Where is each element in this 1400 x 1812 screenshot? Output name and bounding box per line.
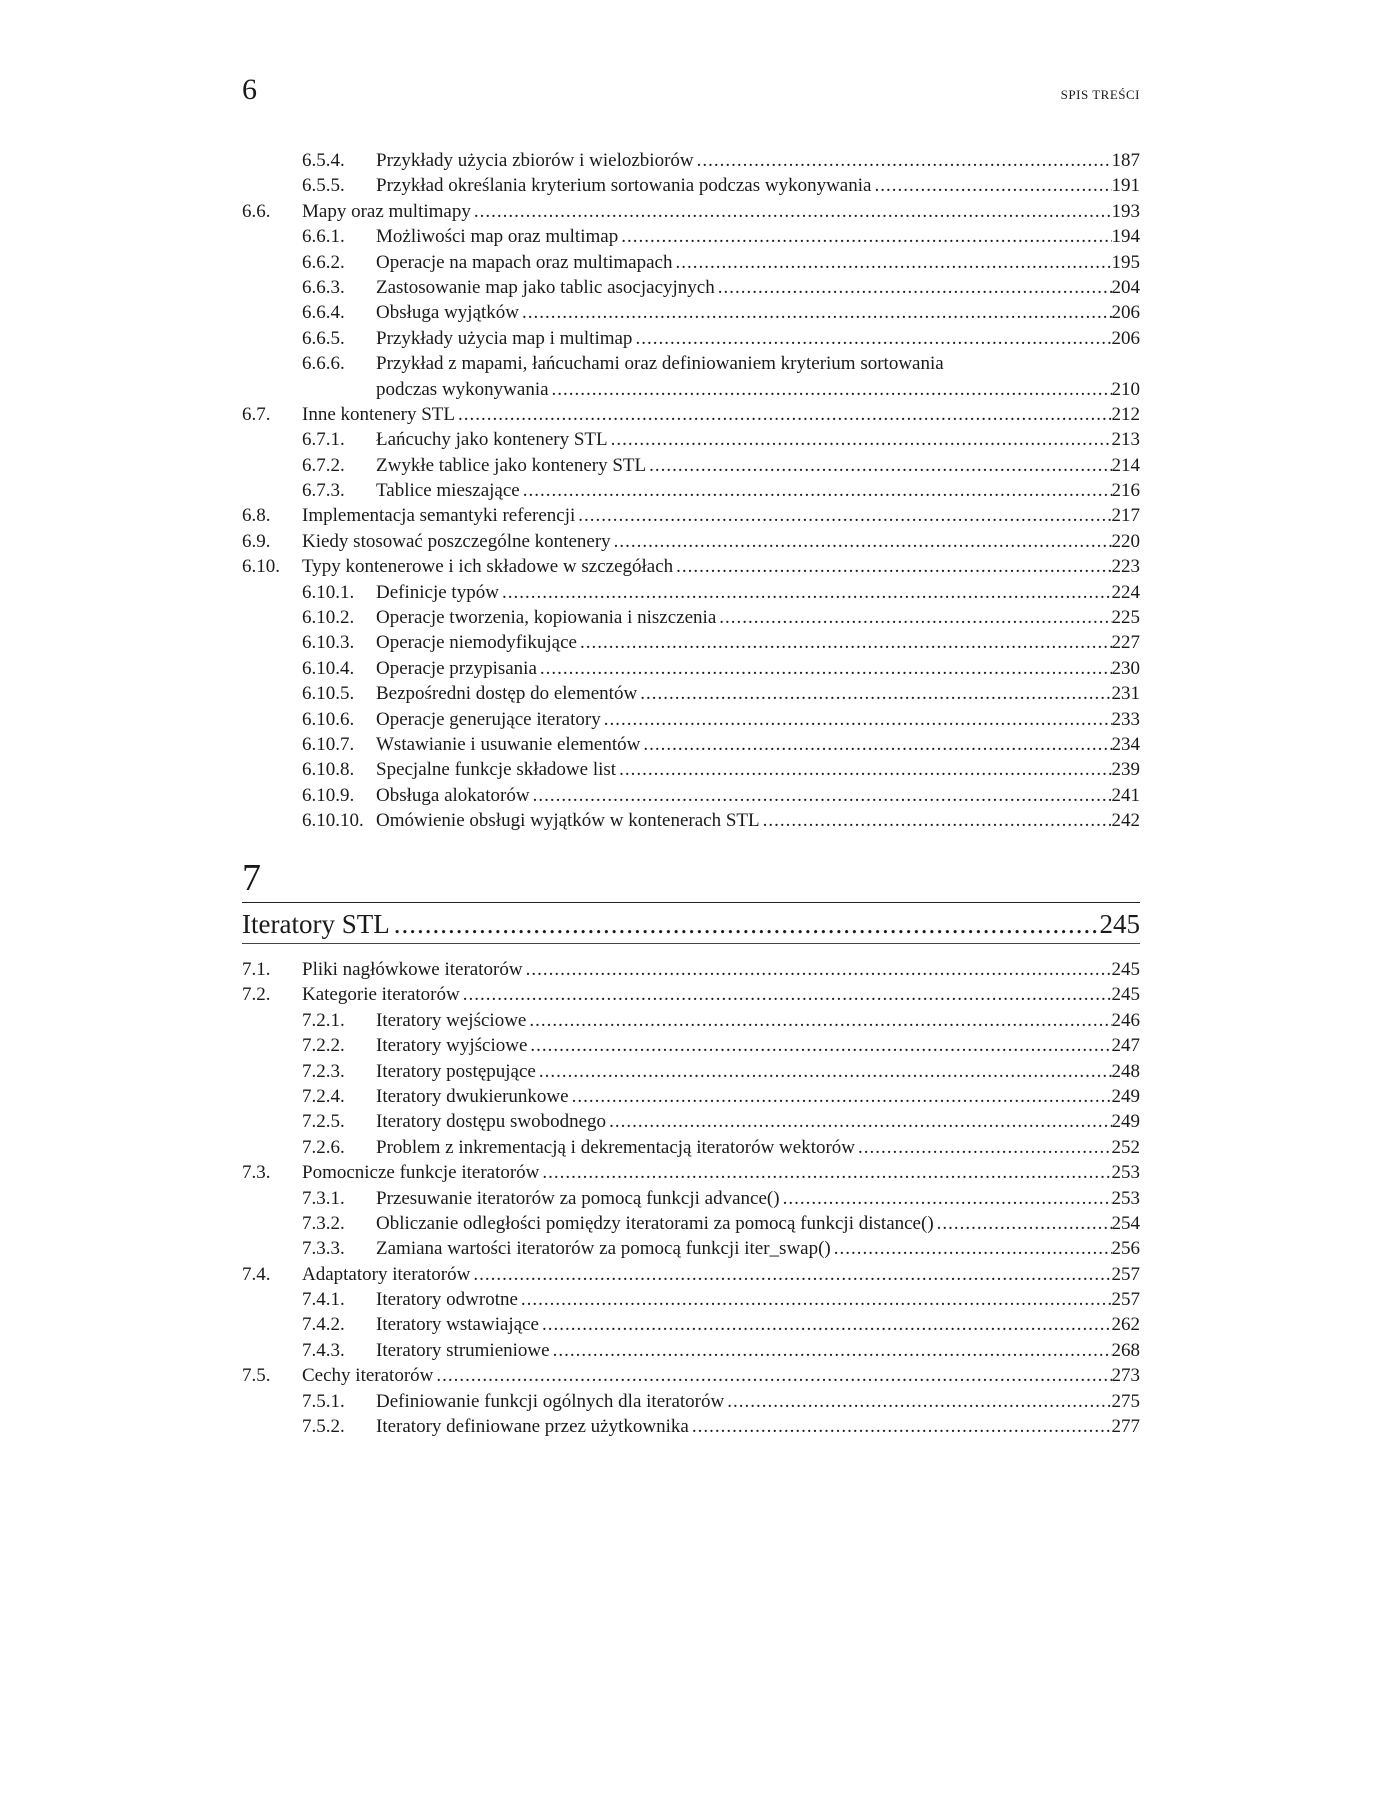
toc-entry-title: Kategorie iteratorów <box>302 984 460 1006</box>
toc-entry-text <box>376 275 1140 300</box>
toc-entry-text <box>376 1312 1140 1337</box>
toc-entry-title: Operacje generujące iteratory <box>376 708 601 730</box>
toc-entry-title: Operacje niemodyfikujące <box>376 632 577 654</box>
toc-entry-title: Iteratory wyjściowe <box>376 1035 528 1057</box>
toc-entry-text <box>376 580 1140 605</box>
chapter-title-row <box>242 905 1140 943</box>
toc-entry <box>242 554 1140 579</box>
toc-entry-page: 206 <box>1111 327 1140 349</box>
dot-leader <box>549 377 1112 402</box>
dot-leader <box>520 478 1112 503</box>
toc-entry-text <box>376 1338 1140 1363</box>
toc-entry <box>242 580 1140 605</box>
toc-entry-number: 6.6.5. <box>302 327 345 349</box>
dot-leader <box>537 656 1112 681</box>
toc-entry-page: 246 <box>1111 1009 1140 1031</box>
toc-entry-text <box>376 148 1140 173</box>
dot-leader <box>519 300 1111 325</box>
toc-entry <box>242 377 1140 402</box>
toc-entry-number: 6.6. <box>242 200 271 222</box>
toc-entry-title: Iteratory strumieniowe <box>376 1339 550 1361</box>
toc-entry-number: 6.5.5. <box>302 175 345 197</box>
dot-leader <box>530 783 1112 808</box>
toc-entry-number: 6.10.10. <box>302 810 364 832</box>
toc-entry <box>242 326 1140 351</box>
dot-leader <box>569 1084 1112 1109</box>
toc-entry <box>242 275 1140 300</box>
toc-entry-page: 248 <box>1111 1060 1140 1082</box>
toc-entry-page: 253 <box>1111 1187 1140 1209</box>
toc-entry <box>242 1160 1140 1185</box>
toc-entry <box>242 707 1140 732</box>
toc-entry-number: 6.10.7. <box>302 733 355 755</box>
toc-entry-page: 247 <box>1111 1035 1140 1057</box>
toc-entry-page: 257 <box>1111 1263 1140 1285</box>
toc-entry <box>242 1186 1140 1211</box>
toc-entry-page: 216 <box>1111 480 1140 502</box>
toc-entry-text <box>376 377 1140 402</box>
toc-entry <box>242 1262 1140 1287</box>
dot-leader <box>715 275 1112 300</box>
toc-entry <box>242 1312 1140 1337</box>
toc-entry-title: Przykłady użycia zbiorów i wielozbiorów <box>376 150 694 171</box>
toc-entry <box>242 1084 1140 1109</box>
toc-entry-number: 6.6.2. <box>302 251 345 273</box>
toc-entry-title: Implementacja semantyki referencji <box>302 505 576 527</box>
toc-entry <box>242 503 1140 528</box>
dot-leader <box>601 707 1112 732</box>
dot-leader <box>575 503 1111 528</box>
toc-entry <box>242 224 1140 249</box>
dot-leader <box>527 1033 1111 1058</box>
toc-entry-title: Inne kontenery STL <box>302 403 456 425</box>
toc-entry-number: 7.5.1. <box>302 1390 345 1412</box>
toc-entry-page: 256 <box>1111 1238 1140 1260</box>
chapter-number: 7 <box>242 857 261 899</box>
toc-entry-text <box>302 529 1140 554</box>
toc-entry <box>242 199 1140 224</box>
chapter-title-underline <box>242 943 1140 944</box>
toc-entry-text <box>376 427 1140 452</box>
toc-entry-text <box>376 1236 1140 1261</box>
toc-entry <box>242 1389 1140 1414</box>
dot-leader <box>390 905 1100 943</box>
toc-entry-number: 7.5.2. <box>302 1416 345 1438</box>
toc-entry-title: Cechy iteratorów <box>302 1365 434 1387</box>
toc-entry-number: 6.10.8. <box>302 759 355 781</box>
toc-entry <box>242 808 1140 833</box>
dot-leader <box>632 326 1111 351</box>
toc-entry-text <box>376 351 1140 376</box>
dot-leader <box>637 681 1111 706</box>
dot-leader <box>536 1059 1112 1084</box>
toc-entry-number: 7.4.3. <box>302 1339 345 1361</box>
dot-leader <box>611 529 1112 554</box>
toc-entry-page: 233 <box>1111 708 1140 730</box>
toc-entry-title: Obsługa alokatorów <box>376 784 530 806</box>
chapter-title: Iteratory STL <box>242 909 390 939</box>
toc-entry-page: 210 <box>1111 378 1140 400</box>
toc-entry-number: 7.2. <box>242 984 271 1006</box>
toc-list-chapter-6 <box>242 148 1140 834</box>
toc-entry <box>242 1135 1140 1160</box>
toc-entry <box>242 300 1140 325</box>
toc-entry-page: 214 <box>1111 454 1140 476</box>
toc-entry-number: 6.10.3. <box>302 632 355 654</box>
toc-entry-title: Definiowanie funkcji ogólnych dla iteratorów <box>376 1390 725 1412</box>
toc-entry-number: 7.3.3. <box>302 1238 345 1260</box>
toc-entry-number: 6.10.1. <box>302 581 355 603</box>
dot-leader <box>618 224 1111 249</box>
toc-entry-text <box>302 554 1140 579</box>
toc-entry-number: 6.6.3. <box>302 276 345 298</box>
toc-entry-page: 249 <box>1111 1111 1140 1133</box>
dot-leader <box>646 453 1111 478</box>
toc-entry-text <box>376 478 1140 503</box>
page-number: 6 <box>242 73 257 106</box>
toc-entry-title: Specjalne funkcje składowe list <box>376 759 617 781</box>
toc-entry <box>242 656 1140 681</box>
toc-entry-title: Operacje na mapach oraz multimapach <box>376 251 673 273</box>
toc-entry-page: 193 <box>1111 200 1140 222</box>
toc-entry-page: 223 <box>1111 556 1140 578</box>
toc-entry-number: 7.2.1. <box>302 1009 345 1031</box>
dot-leader <box>471 199 1112 224</box>
toc-entry-text <box>376 732 1140 757</box>
dot-leader <box>780 1186 1112 1211</box>
running-head: SPIS TREŚCI <box>1060 87 1140 102</box>
toc-entry-title: Obliczanie odległości pomiędzy iteratorami za pomocą funkcji distance() <box>376 1212 934 1234</box>
toc-entry-number: 6.8. <box>242 505 271 527</box>
toc-entry-title: Mapy oraz multimapy <box>302 200 471 222</box>
toc-entry <box>242 757 1140 782</box>
toc-entry-page: 220 <box>1111 530 1140 552</box>
toc-entry-text <box>376 757 1140 782</box>
toc-entry-number: 7.3. <box>242 1162 271 1184</box>
dot-leader <box>716 605 1111 630</box>
chapter-page: 245 <box>1099 909 1140 939</box>
toc-entry <box>242 148 1140 173</box>
toc-entry-page: 268 <box>1111 1339 1140 1361</box>
toc-entry-number: 7.2.6. <box>302 1136 345 1158</box>
toc-entry-number: 7.4. <box>242 1263 271 1285</box>
toc-entry-title: podczas wykonywania <box>376 378 549 400</box>
toc-entry-title: Zwykłe tablice jako kontenery STL <box>376 454 647 476</box>
dot-leader <box>673 554 1111 579</box>
toc-entry-page: 213 <box>1111 429 1140 451</box>
toc-entry <box>242 1287 1140 1312</box>
toc-entry-title: Zastosowanie map jako tablic asocjacyjnych <box>376 276 715 298</box>
dot-leader <box>934 1211 1112 1236</box>
toc-entry <box>242 351 1140 376</box>
toc-entry-number: 7.1. <box>242 959 271 980</box>
toc-entry-text <box>302 1363 1140 1388</box>
toc-entry-title: Iteratory wejściowe <box>376 1009 527 1031</box>
toc-entry <box>242 402 1140 427</box>
toc-entry-number: 6.9. <box>242 530 271 552</box>
toc-entry-title: Adaptatory iteratorów <box>302 1263 471 1285</box>
toc-entry-number: 6.10.5. <box>302 683 355 705</box>
toc-entry <box>242 1109 1140 1134</box>
toc-entry-text <box>376 630 1140 655</box>
toc-entry-text <box>376 173 1140 198</box>
toc-entry <box>242 605 1140 630</box>
toc-entry-title: Typy kontenerowe i ich składowe w szczegółach <box>302 556 674 578</box>
toc-entry-title: Iteratory definiowane przez użytkownika <box>376 1416 689 1438</box>
dot-leader <box>831 1236 1112 1261</box>
toc-entry-page: 227 <box>1111 632 1140 654</box>
toc-entry-text <box>376 681 1140 706</box>
toc-entry-text <box>376 453 1140 478</box>
dot-leader <box>640 732 1111 757</box>
toc-entry-title: Iteratory dwukierunkowe <box>376 1085 569 1107</box>
dot-leader <box>606 1109 1111 1134</box>
toc-entry <box>242 1008 1140 1033</box>
toc-entry-text <box>376 1033 1140 1058</box>
toc-entry-title: Pomocnicze funkcje iteratorów <box>302 1162 540 1184</box>
toc-entry-title: Obsługa wyjątków <box>376 302 520 324</box>
toc-entry-page: 224 <box>1111 581 1140 603</box>
toc-entry-title: Łańcuchy jako kontenery STL <box>376 429 608 451</box>
toc-entry-text <box>302 957 1140 982</box>
toc-entry-page: 254 <box>1111 1212 1140 1234</box>
toc-entry <box>242 1338 1140 1363</box>
toc-entry <box>242 250 1140 275</box>
toc-entry <box>242 1033 1140 1058</box>
toc-entry <box>242 681 1140 706</box>
toc-entry <box>242 1414 1140 1439</box>
dot-leader <box>460 982 1112 1007</box>
toc-entry-number: 6.7. <box>242 403 271 425</box>
toc-entry-text <box>302 402 1140 427</box>
toc-entry-title: Iteratory postępujące <box>376 1060 536 1082</box>
toc-entry-page: 245 <box>1111 984 1140 1006</box>
toc-entry-number: 6.10. <box>242 556 280 578</box>
toc-entry-title: Omówienie obsługi wyjątków w kontenerach STL <box>376 810 760 832</box>
toc-list-chapter-7 <box>242 957 1140 1439</box>
toc-entry-page: 239 <box>1111 759 1140 781</box>
dot-leader <box>760 808 1112 833</box>
toc-entry-page: 230 <box>1111 657 1140 679</box>
toc-entry-page: 206 <box>1111 302 1140 324</box>
toc-entry-text <box>376 1287 1140 1312</box>
toc-entry-page: 195 <box>1111 251 1140 273</box>
toc-entry-text <box>376 1211 1140 1236</box>
toc-entry-page: 191 <box>1111 175 1140 197</box>
dot-leader <box>871 173 1111 198</box>
toc-entry-title: Operacje przypisania <box>376 657 537 679</box>
toc-entry <box>242 1363 1140 1388</box>
toc-entry-text <box>376 1109 1140 1134</box>
toc-entry-number: 6.10.6. <box>302 708 355 730</box>
toc-entry-text <box>376 1389 1140 1414</box>
toc-entry-page: 273 <box>1111 1365 1140 1387</box>
toc-entry-title: Iteratory dostępu swobodnego <box>376 1111 607 1133</box>
toc-entry-page: 217 <box>1111 505 1140 527</box>
toc-entry-page: 231 <box>1111 683 1140 705</box>
toc-entry-page: 225 <box>1111 607 1140 629</box>
toc-entry-title: Przykład określania kryterium sortowania podczas wykonywania <box>376 175 872 197</box>
toc-entry-page: 252 <box>1111 1136 1140 1158</box>
toc-entry-title: Kiedy stosować poszczególne kontenery <box>302 530 611 552</box>
toc-entry-page: 249 <box>1111 1085 1140 1107</box>
dot-leader <box>455 402 1111 427</box>
toc-entry-text <box>376 1084 1140 1109</box>
toc-entry-title: Iteratory odwrotne <box>376 1289 518 1311</box>
dot-leader <box>518 1287 1112 1312</box>
dot-leader <box>550 1338 1112 1363</box>
dot-leader <box>523 957 1112 982</box>
toc-entry-number: 6.10.9. <box>302 784 355 806</box>
toc-entry-page: 234 <box>1111 733 1140 755</box>
toc-entry-page: 262 <box>1111 1314 1140 1336</box>
dot-leader <box>577 630 1112 655</box>
toc-entry-number: 7.3.2. <box>302 1212 345 1234</box>
dot-leader <box>694 148 1112 173</box>
dot-leader <box>855 1135 1111 1160</box>
toc-entry-page: 257 <box>1111 1289 1140 1311</box>
toc-entry-title: Iteratory wstawiające <box>376 1314 539 1336</box>
dot-leader <box>672 250 1111 275</box>
toc-entry-number: 6.7.3. <box>302 480 345 502</box>
toc-entry-number: 6.7.1. <box>302 429 345 451</box>
toc-entry-title: Zamiana wartości iteratorów za pomocą funkcji iter_swap() <box>376 1238 831 1260</box>
toc-entry-page: 187 <box>1111 150 1140 171</box>
toc-entry-number: 7.2.4. <box>302 1085 345 1107</box>
toc-entry <box>242 173 1140 198</box>
toc-entry <box>242 1059 1140 1084</box>
toc-entry-text <box>302 1262 1140 1287</box>
toc-entry-title: Pliki nagłówkowe iteratorów <box>302 959 523 980</box>
toc-entry <box>242 630 1140 655</box>
toc-entry-page: 242 <box>1111 810 1140 832</box>
toc-entry-page: 194 <box>1111 226 1140 248</box>
toc-entry-text <box>302 503 1140 528</box>
dot-leader <box>539 1160 1111 1185</box>
toc-entry-text <box>376 1186 1140 1211</box>
toc-entry-page: 245 <box>1111 959 1140 980</box>
toc-entry-text <box>376 707 1140 732</box>
dot-leader <box>724 1389 1111 1414</box>
dot-leader <box>433 1363 1111 1388</box>
toc-entry-text <box>376 605 1140 630</box>
toc-entry-number: 6.5.4. <box>302 150 345 171</box>
toc-entry-title: Wstawianie i usuwanie elementów <box>376 733 641 755</box>
toc-entry-number: 6.6.4. <box>302 302 345 324</box>
toc-entry <box>242 1211 1140 1236</box>
toc-entry-text <box>376 783 1140 808</box>
toc-entry-text <box>376 1059 1140 1084</box>
toc-entry-text <box>376 1135 1140 1160</box>
toc-entry-number: 7.2.2. <box>302 1035 345 1057</box>
dot-leader <box>608 427 1112 452</box>
toc-entry-text <box>302 1160 1140 1185</box>
toc-entry-title: Bezpośredni dostęp do elementów <box>376 683 638 705</box>
toc-entry-page: 204 <box>1111 276 1140 298</box>
toc-entry-number: 6.6.1. <box>302 226 345 248</box>
toc-entry-number: 6.10.2. <box>302 607 355 629</box>
toc-entry-text <box>376 656 1140 681</box>
toc-entry-title: Przykłady użycia map i multimap <box>376 327 633 349</box>
toc-entry-number: 7.4.1. <box>302 1289 345 1311</box>
toc-entry <box>242 453 1140 478</box>
toc-entry-title: Operacje tworzenia, kopiowania i niszczenia <box>376 607 717 629</box>
dot-leader <box>470 1262 1111 1287</box>
toc-entry-page: 275 <box>1111 1390 1140 1412</box>
dot-leader <box>689 1414 1112 1439</box>
dot-leader <box>539 1312 1112 1337</box>
toc-entry-title: Definicje typów <box>376 581 499 603</box>
toc-entry-number: 7.5. <box>242 1365 271 1387</box>
chapter-rule <box>242 902 1140 903</box>
toc-entry <box>242 732 1140 757</box>
toc-entry-page: 212 <box>1111 403 1140 425</box>
toc-entry <box>242 957 1140 982</box>
toc-entry-number: 7.4.2. <box>302 1314 345 1336</box>
toc-entry-text <box>302 199 1140 224</box>
toc-entry-text <box>376 224 1140 249</box>
toc-entry-text <box>376 1414 1140 1439</box>
toc-entry-number: 7.2.3. <box>302 1060 345 1082</box>
toc-entry-text <box>376 326 1140 351</box>
toc-entry-number: 7.2.5. <box>302 1111 345 1133</box>
toc-entry-title: Problem z inkrementacją i dekrementacją iteratorów wektorów <box>376 1136 856 1158</box>
toc-entry-title: Przykład z mapami, łańcuchami oraz definiowaniem kryterium sortowania <box>376 353 944 375</box>
toc-entry-number: 6.6.6. <box>302 353 345 375</box>
toc-entry-text <box>376 300 1140 325</box>
dot-leader <box>616 757 1111 782</box>
toc-entry <box>242 783 1140 808</box>
toc-entry <box>242 982 1140 1007</box>
toc-entry-page: 253 <box>1111 1162 1140 1184</box>
toc-entry <box>242 529 1140 554</box>
toc-entry-text <box>376 808 1140 833</box>
toc-entry-text <box>376 250 1140 275</box>
toc-entry-number: 7.3.1. <box>302 1187 345 1209</box>
toc-entry <box>242 1236 1140 1261</box>
dot-leader <box>499 580 1112 605</box>
toc-entry-page: 241 <box>1111 784 1140 806</box>
toc-entry <box>242 478 1140 503</box>
toc-entry-title: Tablice mieszające <box>376 480 520 502</box>
toc-entry-number: 6.10.4. <box>302 657 355 679</box>
toc-entry-page: 277 <box>1111 1416 1140 1438</box>
dot-leader <box>526 1008 1111 1033</box>
toc-entry-number: 6.7.2. <box>302 454 345 476</box>
toc-entry-title: Możliwości map oraz multimap <box>376 226 619 248</box>
toc-entry-text <box>376 1008 1140 1033</box>
toc-entry-title: Przesuwanie iteratorów za pomocą funkcji advance() <box>376 1187 780 1209</box>
toc-entry <box>242 427 1140 452</box>
toc-entry-text <box>302 982 1140 1007</box>
